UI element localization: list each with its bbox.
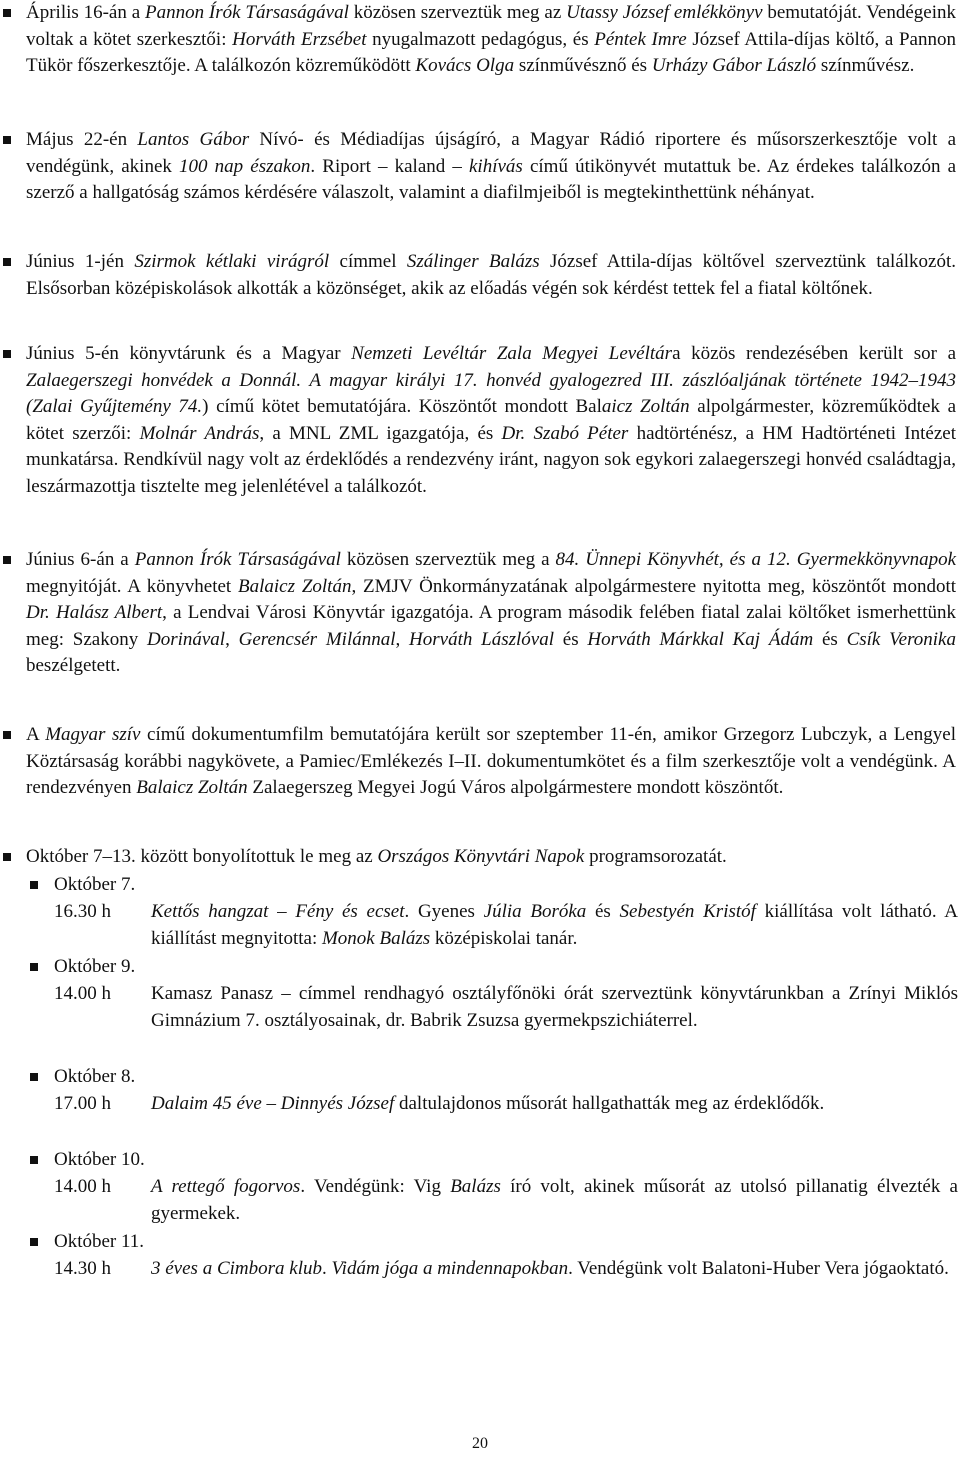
text-run: címmel (329, 251, 407, 272)
text-run: és (586, 901, 620, 922)
bullet-marker (3, 9, 11, 17)
italic-text: kihívás (469, 155, 523, 177)
text-run: programsorozatát. (584, 846, 727, 867)
sub-event-time: 17.00 h (54, 1093, 111, 1114)
italic-text: Horváth Márkkal Kaj Ádám (587, 628, 814, 650)
italic-text: 3 éves a Cimbora klub (151, 1258, 322, 1279)
text-run: , ZMJV Önkormányzatának alpolgármestere nyitotta meg, köszöntőt mondott (351, 575, 957, 597)
italic-text: Dalaim 45 éve – Dinnyés József (151, 1093, 395, 1114)
text-run: József Attila-díjas költő, a Pannon Tükör főszerkesztője. A találkozón közreműködött (26, 28, 956, 77)
sub-event-description (151, 1174, 958, 1227)
text-run: Nívó- és Médiadíjas újságíró, a Magyar Rádió riportere és műsorszerkesztője volt a vendégünk, akinek (26, 129, 957, 177)
italic-text: Sebestyén Kristóf (619, 901, 756, 922)
text-run: , (225, 628, 239, 650)
text-run: középiskolai tanár. (430, 927, 578, 949)
text-run: Május 22-én (26, 129, 138, 150)
italic-text: Szirmok kétlaki virágról (134, 251, 330, 272)
page-number: 20 (472, 1435, 488, 1452)
text-run: , a MNL ZML igazgatója, és (259, 422, 502, 444)
text-run: . Gyenes (404, 901, 484, 922)
italic-text: Kettős hangzat – Fény és ecset (151, 901, 405, 922)
text-run: és (553, 628, 588, 650)
text-run: . Vendégünk volt Balatoni-Huber Vera jógaoktató. (568, 1258, 949, 1279)
bullet-marker (3, 853, 11, 861)
sub-bullet-marker (30, 1156, 38, 1164)
italic-text: Balázs (450, 1176, 501, 1197)
sub-event-description (151, 1256, 958, 1283)
text-run: színművész. (816, 55, 915, 77)
text-run: , a Lendvai Városi Könyvtár igazgatója. A program második felében fiatal zalai költőket ismerhettünk meg: Szakony (26, 602, 956, 650)
text-run: Június 5-én könyvtárunk és a Magyar (26, 343, 352, 364)
italic-text: Nemzeti Levéltár Zala Megyei Levéltár (351, 343, 673, 364)
sub-event-date: Október 8. (54, 1066, 136, 1087)
italic-text: Molnár András (139, 422, 260, 444)
sub-event-description (151, 981, 958, 1034)
italic-text: Dorinával (146, 628, 226, 650)
text-run: A (26, 724, 46, 745)
text-run: Június 1-jén (26, 251, 135, 272)
text-run: közösen szerveztük meg a (340, 549, 556, 570)
text-run: bemutatóját. Vendégeink voltak a kötet szerkesztői: (26, 2, 956, 50)
bullet-marker (3, 136, 11, 144)
sub-bullet-marker (30, 963, 38, 971)
sub-event-time: 14.00 h (54, 983, 111, 1004)
bullet-marker (3, 258, 11, 266)
text-run: Június 6-án a (26, 549, 135, 570)
sub-event-date: Október 9. (54, 956, 136, 977)
italic-text: Országos Könyvtári Napok (377, 846, 585, 867)
italic-text: Vidám jóga a mindennapokban (331, 1258, 569, 1279)
bullet-marker (3, 350, 11, 358)
sub-event-time: 16.30 h (54, 901, 111, 922)
text-run: nyugalmazott pedagógus, és (366, 28, 595, 50)
paragraph-lantos (26, 127, 956, 207)
italic-text: Balaicz Zoltán (136, 777, 248, 799)
text-run: Április 16-án a (26, 2, 145, 23)
text-run: író volt, akinek műsorát az utolsó pillanatig élvezték a gyermekek. (151, 1176, 958, 1224)
paragraph-donnal (26, 341, 956, 501)
italic-text: Lantos Gábor (137, 129, 250, 150)
text-run: megnyitóját. A könyvhetet (26, 575, 239, 597)
paragraph-magyar-sziv (26, 722, 956, 802)
text-run: Kamasz Panasz – címmel rendhagyó osztályfőnöki órát szerveztünk könyvtárunkban a Zrínyi Miklós Gimnázium 7. osztályosainak, dr. Babrik Zsuzsa gyermekpszichiáterrel. (151, 983, 958, 1031)
text-run: hadtörténész, a HM Hadtörténeti Intézet munkatársa. Rendkívül nagy volt az érdeklődés a rendezvény iránt, nagyon sok egykori zalaegerszegi honvéd családtagja, leszármazottja tisztelte meg jelenlétével a találkozót. (26, 422, 956, 497)
italic-text: Dr. Halász Albert (26, 602, 163, 624)
text-run: alpolgármester, közreműködtek a kötet szerzői: (26, 396, 957, 444)
italic-text: Dr. Szabó Péter (501, 422, 629, 444)
bullet-marker (3, 556, 11, 564)
text-run: közösen szerveztük meg az (348, 2, 567, 23)
italic-text: Júlia Boróka (483, 901, 587, 922)
text-run: című útikönyvét mutattuk be. Az érdekes találkozón a szerző a hallgatóság számos kérdésére válaszolt, valamint a diafilmjeiből is megtekinthettünk néhányat. (26, 155, 957, 204)
paragraph-szalinger (26, 249, 956, 302)
paragraph-konyvtari-napok (26, 844, 956, 871)
italic-text: 100 nap északon (179, 155, 311, 177)
text-run: , (395, 628, 410, 650)
text-run: című dokumentumfilm bemutatójára került sor szeptember 11-én, amikor Grzegorz Lubczyk, a Lengyel Köztársaság korábbi nagykövete, a Pamiec/Emlékezés I–II. dokumentumkötet és a film szerkesztője volt a vendégünk. A rendezvényen (26, 724, 956, 799)
italic-text: Pannon Írók Társaságával (144, 2, 349, 23)
sub-event-time: 14.30 h (54, 1258, 111, 1279)
text-run: ) című kötet bemutatójára. Köszöntőt mondott Bal (202, 396, 602, 418)
italic-text: Csík Veronika (846, 628, 956, 650)
italic-text: 84. Ünnepi Könyvhét, és a 12. Gyermekkönyvnapok (555, 549, 957, 570)
sub-event-date: Október 11. (54, 1231, 145, 1252)
sub-event-description (151, 1091, 958, 1118)
text-run: kiállítása volt látható. A kiállítást megnyitotta: (151, 901, 958, 949)
sub-bullet-marker (30, 1073, 38, 1081)
paragraph-utassy (26, 0, 956, 80)
italic-text: Utassy József emlékkönyv (566, 2, 763, 23)
sub-event-date: Október 7. (54, 874, 136, 895)
italic-text: Gerencsér Milánnal (238, 628, 396, 650)
text-run: . Riport – kaland – (310, 155, 469, 177)
italic-text: Kovács Olga (415, 55, 515, 77)
italic-text: Horváth Erzsébet (232, 28, 367, 50)
paragraph-konyvhet (26, 547, 956, 680)
sub-bullet-marker (30, 1238, 38, 1246)
bullet-marker (3, 731, 11, 739)
text-run: beszélgetett. (26, 655, 121, 677)
italic-text: Horváth Lászlóval (409, 628, 554, 650)
italic-text: aicz Zoltán (601, 396, 690, 418)
italic-text: Zalaegerszegi honvédek a Donnál. A magyar királyi 17. honvéd gyalogezred III. zászlóaljának története 1942–1943 (Zalai Gyűjtemény 74. (26, 369, 956, 418)
sub-event-date: Október 10. (54, 1149, 145, 1170)
italic-text: A rettegő fogorvos (151, 1176, 301, 1197)
italic-text: Pannon Írók Társaságával (134, 549, 341, 570)
text-run: színművésznő és (514, 55, 652, 77)
sub-bullet-marker (30, 881, 38, 889)
italic-text: Monok Balázs (321, 927, 431, 949)
italic-text: Urházy Gábor László (651, 55, 817, 77)
sub-event-time: 14.00 h (54, 1176, 111, 1197)
text-run: . Vendégünk: Vig (300, 1176, 451, 1197)
italic-text: Magyar szív (45, 724, 141, 745)
text-run: Október 7–13. között bonyolítottuk le meg az (26, 846, 378, 867)
text-run: József Attila-díjas költővel szerveztünk találkozót. Elsősorban középiskolások alkották a közönséget, akik az előadás végén sok kérdést tettek fel a fiatal költőnek. (26, 251, 956, 299)
italic-text: Balaicz Zoltán (238, 575, 352, 597)
text-run: daltulajdonos műsorát hallgathatták meg az érdeklődők. (394, 1093, 825, 1114)
sub-event-description (151, 899, 958, 952)
text-run: és (813, 628, 847, 650)
text-run: Zalaegerszeg Megyei Jogú Város alpolgármestere mondott köszöntőt. (247, 777, 784, 799)
text-run: . (321, 1258, 332, 1279)
italic-text: Péntek Imre (594, 28, 687, 50)
italic-text: Szálinger Balázs (406, 251, 540, 272)
text-run: a közös rendezésében került sor a (672, 343, 957, 364)
